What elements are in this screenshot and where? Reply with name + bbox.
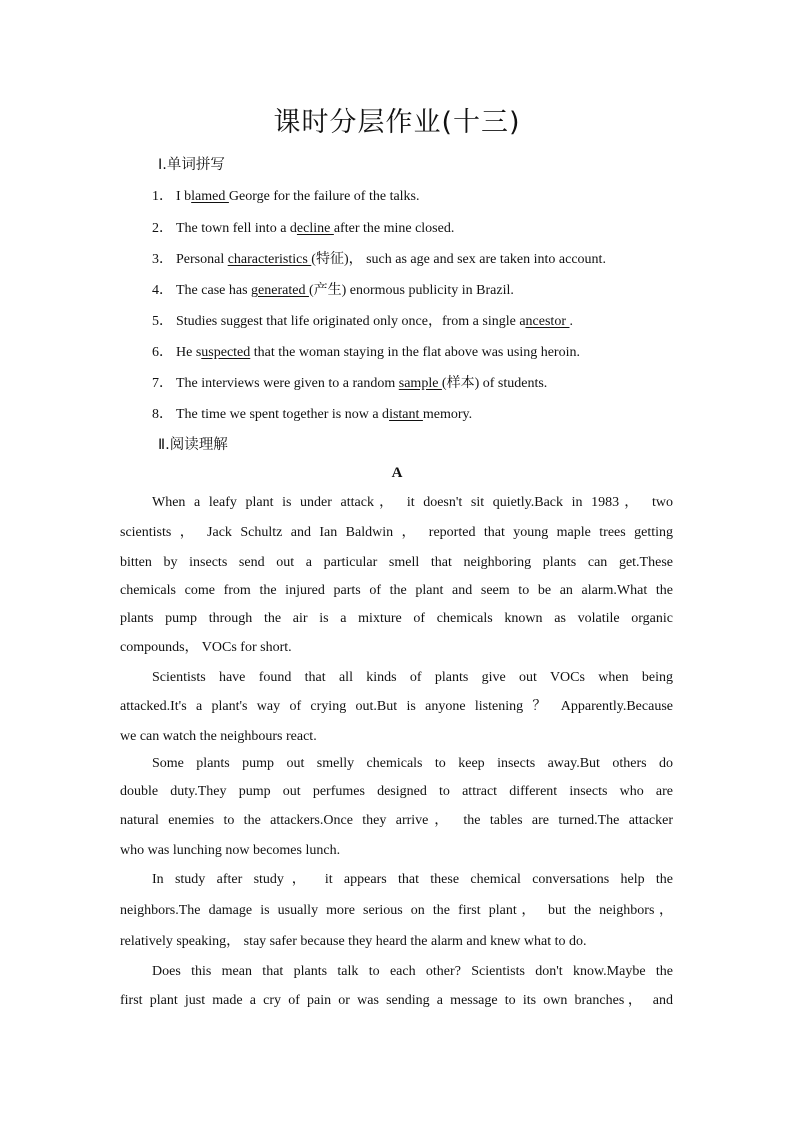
- vocab-text: (特征)， such as age and sex are taken into account.: [311, 252, 606, 267]
- vocab-item: [152, 372, 547, 392]
- vocab-answer: uspected: [201, 345, 251, 360]
- vocab-number: 7．: [152, 376, 173, 391]
- vocab-number: 2．: [152, 221, 173, 236]
- vocab-answer: characteristics: [227, 252, 312, 267]
- vocab-text: after the mine closed.: [333, 221, 455, 236]
- vocab-item: [152, 279, 514, 299]
- paragraph-line: bitten by insects send out a particular smell that neighboring plants can get.These: [120, 555, 673, 570]
- vocab-text: .: [569, 314, 573, 329]
- vocab-item: [152, 310, 573, 330]
- paragraph-line: relatively speaking， stay safer because they heard the alarm and knew what to do.: [120, 934, 587, 949]
- vocab-text: Personal: [176, 252, 228, 267]
- vocab-item: [152, 217, 454, 237]
- paragraph-line: When a leafy plant is under attack， it doesn't sit quietly.Back in 1983， two: [152, 495, 673, 510]
- vocab-text: The town fell into a d: [176, 221, 297, 236]
- vocab-text: George for the failure of the talks.: [228, 189, 420, 204]
- vocab-text: memory.: [422, 407, 473, 422]
- vocab-text: The time we spent together is now a d: [176, 407, 390, 422]
- paragraph-line: first plant just made a cry of pain or was sending a message to its own branches， and: [120, 993, 673, 1008]
- vocab-number: 5．: [152, 314, 173, 329]
- paragraph-line: scientists ， Jack Schultz and Ian Baldwin ， reported that young maple trees getting: [120, 525, 673, 540]
- page-title: 课时分层作业(十三): [273, 107, 521, 138]
- vocab-number: 6．: [152, 345, 173, 360]
- paragraph-line: chemicals come from the injured parts of the plant and seem to be an alarm.What the: [120, 583, 673, 598]
- vocab-text: I b: [176, 189, 192, 204]
- vocab-text: (样本) of students.: [441, 376, 548, 391]
- vocab-answer: sample: [398, 376, 442, 391]
- paragraph-line: neighbors.The damage is usually more serious on the first plant， but the neighbors，: [120, 903, 673, 918]
- vocab-answer: istant: [389, 407, 423, 422]
- vocab-text: The case has: [176, 283, 252, 298]
- paragraph-line: attacked.It's a plant's way of crying out.But is anyone listening ？ Apparently.Because: [120, 699, 673, 714]
- vocab-answer: ncestor: [525, 314, 570, 329]
- paragraph-line: double duty.They pump out perfumes designed to attract different insects who are: [120, 784, 673, 799]
- vocab-number: 1．: [152, 189, 173, 204]
- vocab-number: 4．: [152, 283, 173, 298]
- vocab-text: (产生) enormous publicity in Brazil.: [308, 283, 514, 298]
- passage-label: A: [391, 465, 403, 481]
- paragraph-line: plants pump through the air is a mixture of chemicals known as volatile organic: [120, 611, 673, 626]
- vocab-item: [152, 185, 420, 205]
- vocab-answer: ecline: [296, 221, 334, 236]
- section-heading-reading: Ⅱ.阅读理解: [158, 437, 228, 453]
- vocab-answer: lamed: [191, 189, 229, 204]
- vocab-item: [152, 248, 606, 268]
- vocab-text: The interviews were given to a random: [176, 376, 399, 391]
- paragraph-line: natural enemies to the attackers.Once they arrive， the tables are turned.The attacker: [120, 813, 673, 828]
- vocab-number: 3．: [152, 252, 173, 267]
- vocab-item: [152, 341, 580, 361]
- vocab-text: He s: [176, 345, 202, 360]
- vocab-number: 8．: [152, 407, 173, 422]
- paragraph-line: we can watch the neighbours react.: [120, 729, 317, 744]
- paragraph-line: compounds， VOCs for short.: [120, 640, 292, 655]
- paragraph-line: Does this mean that plants talk to each other? Scientists don't know.Maybe the: [152, 964, 673, 979]
- vocab-text: Studies suggest that life originated only once，from a single a: [176, 314, 526, 329]
- paragraph-line: who was lunching now becomes lunch.: [120, 843, 341, 858]
- paragraph-line: Some plants pump out smelly chemicals to keep insects away.But others do: [152, 756, 673, 771]
- vocab-text: that the woman staying in the flat above was using heroin.: [250, 345, 580, 360]
- paragraph-line: Scientists have found that all kinds of plants give out VOCs when being: [152, 670, 673, 685]
- section-heading-vocab: Ⅰ.单词拼写: [158, 157, 225, 173]
- paragraph-line: In study after study， it appears that these chemical conversations help the: [152, 872, 673, 887]
- vocab-answer: generated: [251, 283, 309, 298]
- vocab-item: [152, 403, 472, 423]
